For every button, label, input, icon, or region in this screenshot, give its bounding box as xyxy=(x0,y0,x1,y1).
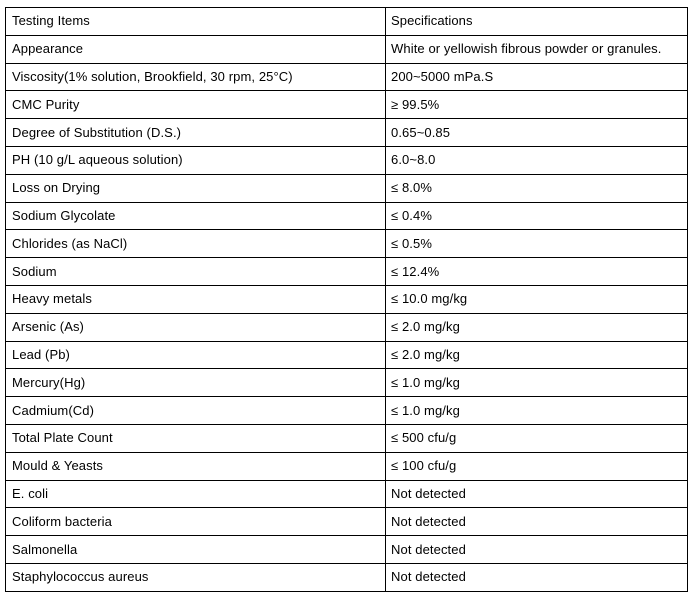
row-item-cell: Sodium Glycolate xyxy=(6,202,386,230)
row-item-cell: Mercury(Hg) xyxy=(6,369,386,397)
row-item-cell: Coliform bacteria xyxy=(6,508,386,536)
table-row xyxy=(6,369,688,397)
row-spec-cell: 0.65~0.85 xyxy=(386,119,688,147)
table-row xyxy=(6,230,688,258)
row-item-cell: Salmonella xyxy=(6,536,386,564)
row-item-cell: Chlorides (as NaCl) xyxy=(6,230,386,258)
row-spec-cell: ≤ 2.0 mg/kg xyxy=(386,313,688,341)
table-row xyxy=(6,174,688,202)
row-item-cell: PH (10 g/L aqueous solution) xyxy=(6,146,386,174)
table-row xyxy=(6,341,688,369)
row-spec-cell: White or yellowish fibrous powder or granules. xyxy=(386,35,688,63)
table-row xyxy=(6,480,688,508)
table-row xyxy=(6,397,688,425)
row-spec-cell: ≤ 10.0 mg/kg xyxy=(386,285,688,313)
header-testing-items: Testing Items xyxy=(6,8,386,36)
table-row xyxy=(6,35,688,63)
table-row xyxy=(6,258,688,286)
row-item-cell: Sodium xyxy=(6,258,386,286)
row-item-cell: Viscosity(1% solution, Brookfield, 30 rpm, 25°C) xyxy=(6,63,386,91)
table-row xyxy=(6,452,688,480)
row-item-cell: Appearance xyxy=(6,35,386,63)
table-row xyxy=(6,91,688,119)
row-item-cell: Arsenic (As) xyxy=(6,313,386,341)
row-item-cell: Degree of Substitution (D.S.) xyxy=(6,119,386,147)
table-row xyxy=(6,508,688,536)
row-item-cell: Total Plate Count xyxy=(6,424,386,452)
row-spec-cell: 200~5000 mPa.S xyxy=(386,63,688,91)
table-row xyxy=(6,536,688,564)
row-spec-cell: ≤ 8.0% xyxy=(386,174,688,202)
row-spec-cell: ≤ 1.0 mg/kg xyxy=(386,397,688,425)
table-body xyxy=(6,8,688,592)
row-item-cell: Heavy metals xyxy=(6,285,386,313)
row-spec-cell: ≥ 99.5% xyxy=(386,91,688,119)
header-specifications: Specifications xyxy=(386,8,688,36)
row-item-cell: CMC Purity xyxy=(6,91,386,119)
table-row xyxy=(6,563,688,591)
table-header-row xyxy=(6,8,688,36)
row-item-cell: Staphylococcus aureus xyxy=(6,563,386,591)
row-item-cell: Mould & Yeasts xyxy=(6,452,386,480)
row-spec-cell: 6.0~8.0 xyxy=(386,146,688,174)
row-spec-cell: ≤ 2.0 mg/kg xyxy=(386,341,688,369)
row-spec-cell: ≤ 1.0 mg/kg xyxy=(386,369,688,397)
row-spec-cell: ≤ 100 cfu/g xyxy=(386,452,688,480)
table-row xyxy=(6,313,688,341)
row-spec-cell: ≤ 0.4% xyxy=(386,202,688,230)
row-spec-cell: ≤ 12.4% xyxy=(386,258,688,286)
row-spec-cell: Not detected xyxy=(386,536,688,564)
row-spec-cell: Not detected xyxy=(386,563,688,591)
table-row xyxy=(6,202,688,230)
row-item-cell: E. coli xyxy=(6,480,386,508)
row-spec-cell: ≤ 500 cfu/g xyxy=(386,424,688,452)
row-item-cell: Cadmium(Cd) xyxy=(6,397,386,425)
table-row xyxy=(6,63,688,91)
row-item-cell: Lead (Pb) xyxy=(6,341,386,369)
row-spec-cell: Not detected xyxy=(386,480,688,508)
specification-table xyxy=(5,7,688,592)
table-row xyxy=(6,119,688,147)
row-spec-cell: ≤ 0.5% xyxy=(386,230,688,258)
row-spec-cell: Not detected xyxy=(386,508,688,536)
row-item-cell: Loss on Drying xyxy=(6,174,386,202)
table-row xyxy=(6,424,688,452)
table-row xyxy=(6,146,688,174)
table-row xyxy=(6,285,688,313)
